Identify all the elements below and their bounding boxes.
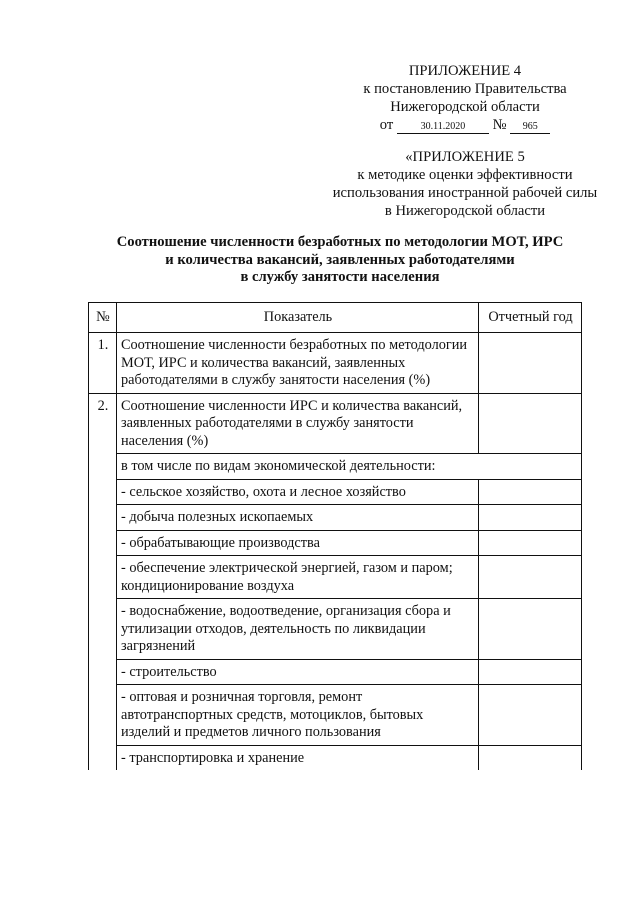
row-value [479,530,582,556]
header-reporting-year: Отчетный год [479,303,582,333]
table-row [89,745,582,770]
row-value [479,659,582,685]
title-line-3: в службу занятости населения [240,269,440,285]
row-indicator: - обрабатывающие производства [117,530,479,556]
row-indicator: - оптовая и розничная торговля, ремонт автотранспортных средств, мотоциклов, бытовых изделий и предметов личного пользования [117,685,479,746]
from-label: от [379,117,394,133]
row-value [479,479,582,505]
row-indicator: - обеспечение электрической энергией, газом и паром; кондиционирование воздуха [117,556,479,599]
row-indicator-subheading: в том числе по видам экономической деятельности: [117,454,582,480]
number-sign: № [492,117,507,133]
table-row [89,685,582,746]
table-row [89,556,582,599]
row-value [479,685,582,746]
row-number [89,659,117,685]
table-row [89,479,582,505]
row-indicator: - сельское хозяйство, охота и лесное хозяйство [117,479,479,505]
resolution-date: 30.11.2020 [397,120,489,134]
document-title [60,234,620,287]
row-number [89,599,117,660]
row-number: 2. [89,393,117,454]
header-indicator: Показатель [117,303,479,333]
row-value [479,556,582,599]
header-number: № [89,303,117,333]
appendix-4-ref-line: к постановлению Правительства [363,81,567,97]
table-row [89,505,582,531]
appendix-5-ref-line: к методике оценки эффективности [357,167,573,183]
resolution-date-line [300,116,630,134]
row-number [89,685,117,746]
row-indicator: - добыча полезных ископаемых [117,505,479,531]
table-header-row [89,303,582,333]
row-value [479,333,582,394]
row-number [89,530,117,556]
row-value [479,599,582,660]
row-number: 1. [89,333,117,394]
table-row [89,393,582,454]
title-line-1: Соотношение численности безработных по методологии МОТ, ИРС [116,234,564,250]
title-line-2: и количества вакансий, заявленных работодателями [165,251,515,268]
row-value [479,505,582,531]
table-row [89,333,582,394]
row-indicator: Соотношение численности безработных по методологии МОТ, ИРС и количества вакансий, заявленных работодателями в службу занятости населения (%) [117,333,479,394]
row-number [89,556,117,599]
appendix-5-region-line: в Нижегородской области [384,203,546,219]
appendix-4-title: ПРИЛОЖЕНИЕ 4 [408,63,522,79]
row-indicator: Соотношение численности ИРС и количества вакансий, заявленных работодателями в службу занятости населения (%) [117,393,479,454]
resolution-number: 965 [510,120,550,134]
row-indicator: - водоснабжение, водоотведение, организация сбора и утилизации отходов, деятельность по ликвидации загрязнений [117,599,479,660]
row-value [479,393,582,454]
table-row [89,530,582,556]
appendix-4-region-line: Нижегородской области [390,99,540,115]
row-value [479,745,582,770]
row-number [89,454,117,480]
row-indicator: - транспортировка и хранение [117,745,479,770]
row-indicator: - строительство [117,659,479,685]
indicator-table [88,302,582,770]
appendix-4-header [300,62,630,134]
row-number [89,479,117,505]
appendix-5-title: «ПРИЛОЖЕНИЕ 5 [405,149,525,165]
row-number [89,745,117,770]
table-row [89,659,582,685]
appendix-5-subject-line: использования иностранной рабочей силы [332,185,598,201]
table-row [89,454,582,480]
row-number [89,505,117,531]
table-row [89,599,582,660]
appendix-5-header [300,148,630,220]
